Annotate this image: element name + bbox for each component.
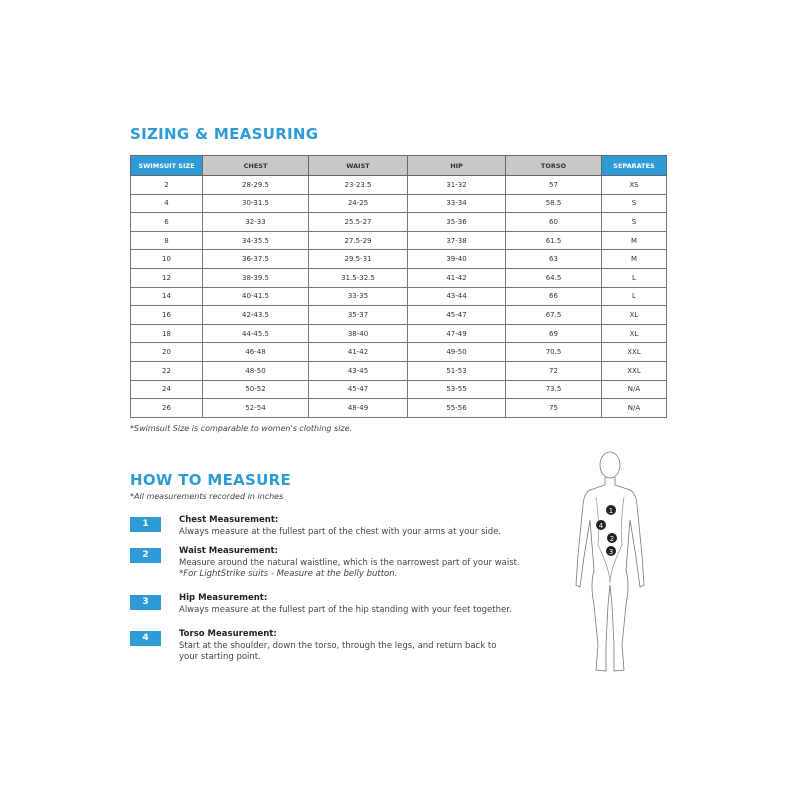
table-cell: 35-37	[309, 306, 408, 325]
table-cell: S	[602, 213, 667, 232]
step-text: Measure around the natural waistline, which is the narrowest part of your waist.	[179, 557, 520, 568]
table-cell: 69	[506, 324, 602, 343]
table-cell: 40-41.5	[203, 287, 309, 306]
table-cell: XXL	[602, 361, 667, 380]
table-cell: 73.5	[506, 380, 602, 399]
table-cell: 27.5-29	[309, 231, 408, 250]
table-cell: 63	[506, 250, 602, 269]
table-cell: 57	[506, 176, 602, 195]
table-cell: 8	[131, 231, 203, 250]
table-cell: 48-49	[309, 399, 408, 418]
table-cell: 37-38	[408, 231, 506, 250]
table-cell: 32-33	[203, 213, 309, 232]
table-cell: 46-48	[203, 343, 309, 362]
table-cell: 26	[131, 399, 203, 418]
table-cell: 22	[131, 361, 203, 380]
table-cell: N/A	[602, 399, 667, 418]
table-cell: XXL	[602, 343, 667, 362]
table-cell: 75	[506, 399, 602, 418]
table-cell: 14	[131, 287, 203, 306]
table-cell: L	[602, 268, 667, 287]
table-cell: 41-42	[309, 343, 408, 362]
table-cell: 43-45	[309, 361, 408, 380]
table-cell: 70.5	[506, 343, 602, 362]
table-cell: 16	[131, 306, 203, 325]
table-cell: 35-36	[408, 213, 506, 232]
table-row	[131, 380, 667, 399]
table-cell: 50-52	[203, 380, 309, 399]
table-cell: 44-45.5	[203, 324, 309, 343]
step-title: Chest Measurement:	[179, 515, 279, 525]
table-cell: 23-23.5	[309, 176, 408, 195]
marker-3: 3	[608, 548, 614, 556]
table-row	[131, 213, 667, 232]
table-cell: 31.5-32.5	[309, 268, 408, 287]
table-cell: 43-44	[408, 287, 506, 306]
table-row	[131, 343, 667, 362]
header-hip: HIP	[408, 156, 506, 176]
table-cell: 24	[131, 380, 203, 399]
header-waist: WAIST	[309, 156, 408, 176]
table-cell: 28-29.5	[203, 176, 309, 195]
table-row	[131, 287, 667, 306]
step-text: Start at the shoulder, down the torso, through the legs, and return back to	[179, 640, 497, 651]
table-cell: 6	[131, 213, 203, 232]
step-number-badge: 4	[130, 631, 161, 646]
table-cell: 2	[131, 176, 203, 195]
table-cell: 49-50	[408, 343, 506, 362]
table-row	[131, 324, 667, 343]
table-cell: 45-47	[408, 306, 506, 325]
table-row	[131, 306, 667, 325]
sizing-title: SIZING & MEASURING	[130, 125, 319, 143]
table-cell: M	[602, 231, 667, 250]
table-cell: 45-47	[309, 380, 408, 399]
table-cell: 66	[506, 287, 602, 306]
step-title: Hip Measurement:	[179, 593, 268, 603]
step-text: Always measure at the fullest part of the hip standing with your feet together.	[179, 604, 512, 615]
table-row	[131, 250, 667, 269]
table-cell: 10	[131, 250, 203, 269]
marker-1: 1	[608, 507, 614, 515]
table-row	[131, 176, 667, 195]
body-figure-illustration	[560, 445, 670, 680]
step-text: Always measure at the fullest part of the chest with your arms at your side.	[179, 526, 502, 537]
table-cell: S	[602, 194, 667, 213]
table-cell: 38-40	[309, 324, 408, 343]
marker-2: 2	[609, 535, 615, 543]
step-text-2: your starting point.	[179, 652, 261, 662]
step-title: Torso Measurement:	[179, 629, 277, 639]
table-cell: L	[602, 287, 667, 306]
table-cell: 51-53	[408, 361, 506, 380]
table-cell: 64.5	[506, 268, 602, 287]
measure-title: HOW TO MEASURE	[130, 471, 292, 489]
table-cell: 67.5	[506, 306, 602, 325]
size-footnote: *Swimsuit Size is comparable to women's clothing size.	[130, 424, 353, 433]
table-cell: N/A	[602, 380, 667, 399]
table-cell: XS	[602, 176, 667, 195]
table-cell: 58.5	[506, 194, 602, 213]
table-cell: 72	[506, 361, 602, 380]
table-cell: M	[602, 250, 667, 269]
table-cell: 60	[506, 213, 602, 232]
table-cell: 12	[131, 268, 203, 287]
table-row	[131, 268, 667, 287]
table-cell: 38-39.5	[203, 268, 309, 287]
header-chest: CHEST	[203, 156, 309, 176]
table-cell: XL	[602, 306, 667, 325]
table-cell: 42-43.5	[203, 306, 309, 325]
table-cell: 20	[131, 343, 203, 362]
step-number-badge: 2	[130, 548, 161, 563]
table-cell: 48-50	[203, 361, 309, 380]
table-cell: 53-55	[408, 380, 506, 399]
table-cell: 25.5-27	[309, 213, 408, 232]
table-row	[131, 194, 667, 213]
header-swimsuit-size: SWIMSUIT SIZE	[131, 156, 203, 176]
table-cell: 30-31.5	[203, 194, 309, 213]
step-title: Waist Measurement:	[179, 546, 278, 556]
table-cell: 52-54	[203, 399, 309, 418]
table-header-row	[131, 156, 667, 176]
table-cell: 47-49	[408, 324, 506, 343]
table-cell: XL	[602, 324, 667, 343]
step-number-badge: 3	[130, 595, 161, 610]
table-cell: 33-35	[309, 287, 408, 306]
header-torso: TORSO	[506, 156, 602, 176]
table-cell: 55-56	[408, 399, 506, 418]
table-cell: 29.5-31	[309, 250, 408, 269]
table-row	[131, 361, 667, 380]
table-row	[131, 231, 667, 250]
measure-note: *All measurements recorded in inches	[130, 492, 284, 501]
table-cell: 39-40	[408, 250, 506, 269]
marker-4: 4	[598, 522, 604, 530]
table-cell: 33-34	[408, 194, 506, 213]
table-cell: 31-32	[408, 176, 506, 195]
step-number-badge: 1	[130, 517, 161, 532]
table-cell: 4	[131, 194, 203, 213]
step-extra: *For LightStrike suits - Measure at the belly button.	[179, 569, 398, 579]
size-chart-table	[130, 155, 667, 418]
table-cell: 61.5	[506, 231, 602, 250]
table-cell: 34-35.5	[203, 231, 309, 250]
header-separates: SEPARATES	[602, 156, 667, 176]
table-cell: 24-25	[309, 194, 408, 213]
table-cell: 41-42	[408, 268, 506, 287]
table-cell: 18	[131, 324, 203, 343]
table-cell: 36-37.5	[203, 250, 309, 269]
table-row	[131, 399, 667, 418]
